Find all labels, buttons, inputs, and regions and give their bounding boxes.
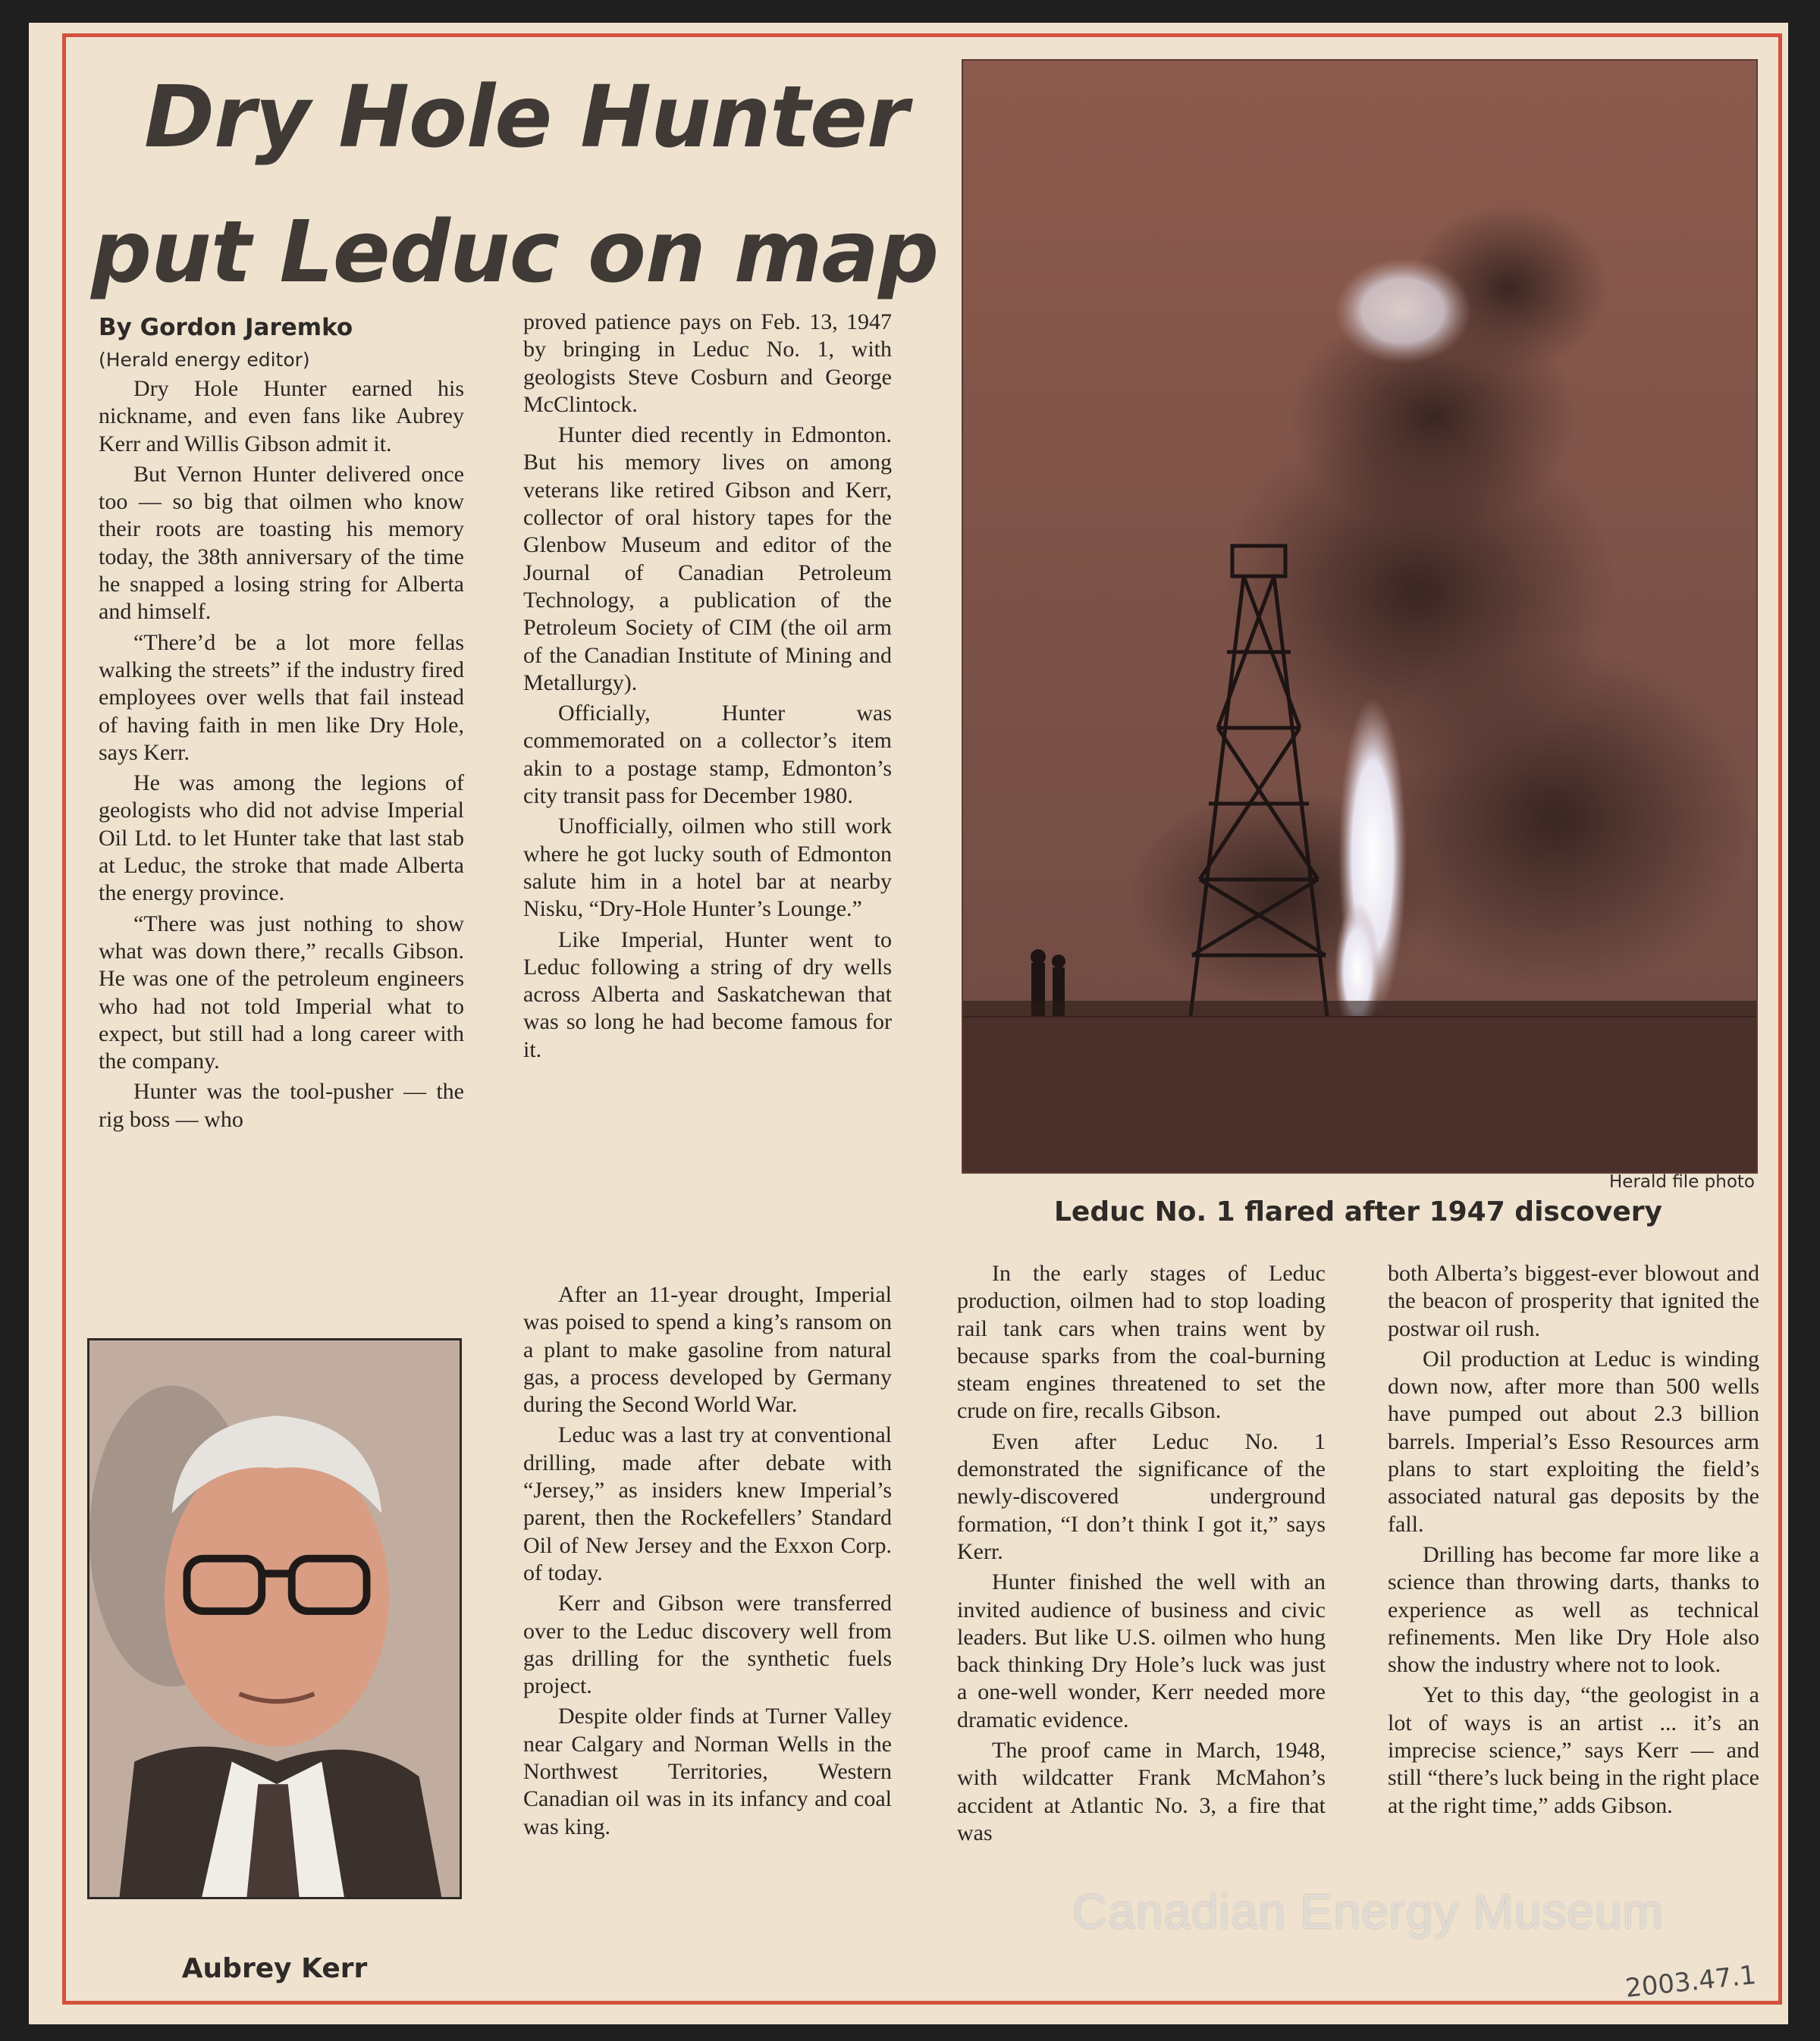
- paragraph: He was among the legions of geologists who did not advise Imperial Oil Ltd. to let Hunter take that last stab at Leduc, the stroke that made Alberta the energy province.: [99, 770, 464, 906]
- headline-line-2: put Leduc on map: [91, 203, 939, 302]
- paragraph: Like Imperial, Hunter went to Leduc following a string of dry wells across Alberta and Saskatchewan that was so long he had become famous for it.: [523, 926, 892, 1062]
- photo-caption: Leduc No. 1 flared after 1947 discovery: [1053, 1196, 1663, 1227]
- paragraph: both Alberta’s biggest-ever blowout and the beacon of prosperity that ignited the postwar oil rush.: [1388, 1261, 1759, 1341]
- leduc-well-photo: [962, 59, 1758, 1174]
- paragraph: “There’d be a lot more fellas walking the streets” if the industry fired employees over wells that fail instead of having faith in men like Dry Hole, says Kerr.: [99, 629, 464, 765]
- paragraph: But Vernon Hunter delivered once too — so big that oilmen who know their roots are toasting his memory today, the 38th anniversary of the time he snapped a losing string for Alberta and himself.: [99, 461, 464, 625]
- portrait-illustration: [89, 1340, 460, 1897]
- paragraph: Dry Hole Hunter earned his nickname, and even fans like Aubrey Kerr and Willis Gibson admit it.: [99, 376, 464, 456]
- paragraph: After an 11-year drought, Imperial was poised to spend a king’s ransom on a plant to make gasoline from natural gas, a process developed by Germany during the Second World War.: [523, 1282, 892, 1418]
- headline-line-1: Dry Hole Hunter: [144, 68, 908, 167]
- aubrey-kerr-portrait: [87, 1338, 462, 1899]
- article-column-4: [1388, 1260, 1759, 1823]
- article-column-3: [957, 1260, 1326, 1850]
- paragraph: Leduc was a last try at conventional drilling, made after debate with “Jersey,” as insiders knew Imperial’s parent, then the Rockefellers’ Standard Oil of New Jersey and the Exxon Corp. of today.: [523, 1422, 892, 1585]
- paragraph: In the early stages of Leduc production, oilmen had to stop loading rail tank cars when trains went by because sparks from the coal-burning steam engines threatened to set the crude on fire, recalls Gibson.: [957, 1261, 1326, 1424]
- paragraph: Despite older finds at Turner Valley near Calgary and Norman Wells in the Northwest Territories, Western Canadian oil was in its infancy and coal was king.: [523, 1704, 892, 1839]
- paragraph: Oil production at Leduc is winding down now, after more than 500 wells have pumped out about 2.3 billion barrels. Imperial’s Esso Resources arm plans to start exploiting the field’s associated natural gas deposits by the fall.: [1388, 1346, 1759, 1537]
- catalog-number: 2003.47.1: [1624, 1960, 1758, 2004]
- paragraph: Yet to this day, “the geologist in a lot of ways is an artist ... it’s an imprecise science,” says Kerr — and still “there’s luck being in the right place at the right time,” adds Gibson.: [1388, 1682, 1759, 1818]
- paragraph: Unofficially, oilmen who still work where he got lucky south of Edmonton salute him in a hotel bar at nearby Nisku, “Dry-Hole Hunter’s Lounge.”: [523, 814, 892, 922]
- paragraph: Hunter finished the well with an invited audience of business and civic leaders. But like U.S. oilmen who hung back thinking Dry Hole’s luck was just a one-well wonder, Kerr needed more dramatic evidence.: [957, 1569, 1326, 1732]
- photo-credit: Herald file photo: [1609, 1172, 1755, 1192]
- paragraph: Hunter was the tool-pusher — the rig boss — who: [99, 1079, 464, 1132]
- paragraph: proved patience pays on Feb. 13, 1947 by bringing in Leduc No. 1, with geologists Steve Cosburn and George McClintock.: [523, 309, 892, 417]
- flare-illustration: [963, 61, 1756, 1172]
- article-column-2-lower: [523, 1281, 892, 1844]
- paragraph: Hunter died recently in Edmonton. But his memory lives on among veterans like retired Gibson and Kerr, collector of oral history tapes for the Glenbow Museum and editor of the Journal of Canadian Petroleum Technology, a publication of the Petroleum Society of CIM (the oil arm of the Canadian Institute of Mining and Metallurgy).: [523, 422, 892, 695]
- byline-role: (Herald energy editor): [99, 349, 310, 371]
- museum-watermark: Canadian Energy Museum: [1072, 1884, 1664, 1939]
- article-column-1: [99, 375, 464, 1137]
- paragraph: The proof came in March, 1948, with wildcatter Frank McMahon’s accident at Atlantic No. 3, a fire that was: [957, 1738, 1326, 1845]
- paragraph: Officially, Hunter was commemorated on a collector’s item akin to a postage stamp, Edmonton’s city transit pass for December 1980.: [523, 701, 892, 809]
- paragraph: Drilling has become far more like a science than throwing darts, thanks to experience as well as technical refinements. Men like Dry Hole also show the industry where not to look.: [1388, 1541, 1759, 1678]
- paragraph: Even after Leduc No. 1 demonstrated the significance of the newly-discovered underground formation, “I don’t think I got it,” says Kerr.: [957, 1428, 1326, 1564]
- paragraph: Kerr and Gibson were transferred over to the Leduc discovery well from gas drilling for the synthetic fuels project.: [523, 1591, 892, 1699]
- paragraph: “There was just nothing to show what was down there,” recalls Gibson. He was one of the petroleum engineers who had not told Imperial what to expect, but still had a long career with the company.: [99, 911, 464, 1074]
- byline-author: By Gordon Jaremko: [99, 314, 353, 341]
- portrait-caption: Aubrey Kerr: [181, 1953, 368, 1984]
- article-column-2: [523, 309, 892, 1067]
